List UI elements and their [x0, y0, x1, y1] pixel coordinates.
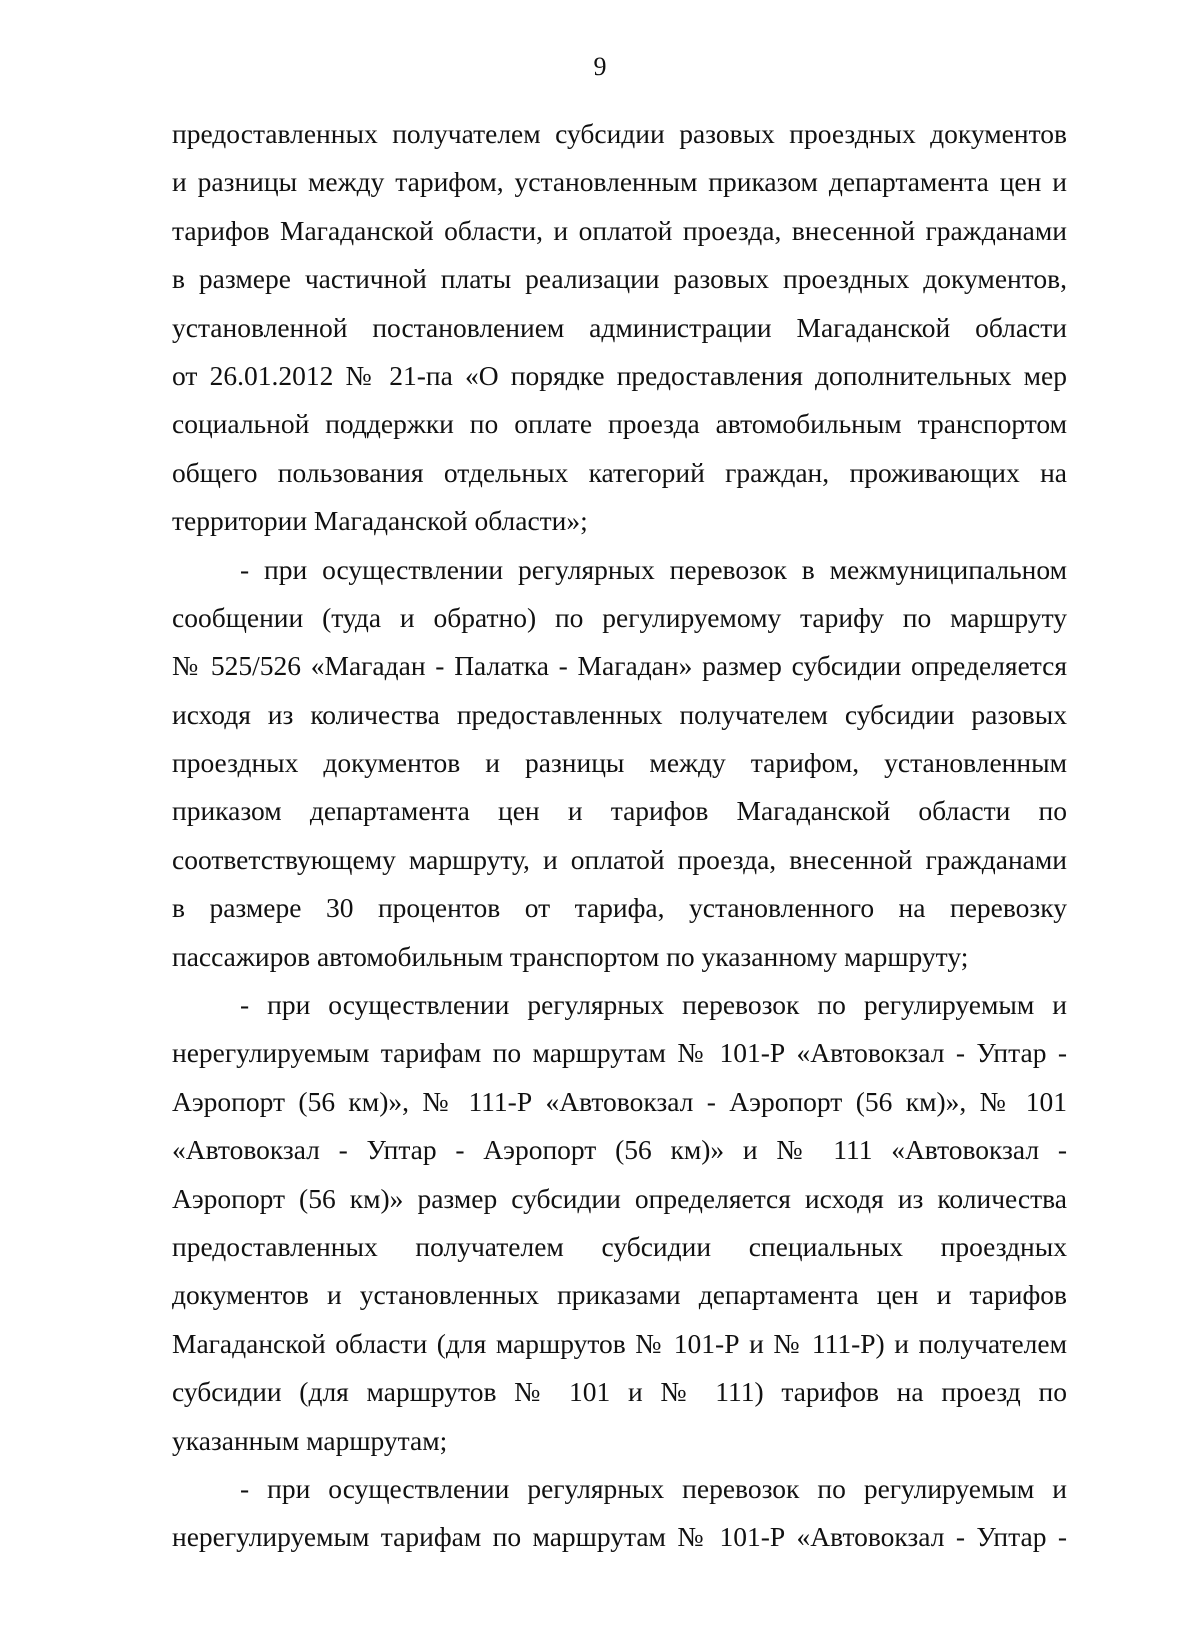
text-line: предоставленных получателем субсидии разовых проездных документов [172, 118, 1067, 149]
page-number: 9 [593, 52, 607, 81]
text-line: тарифов Магаданской области, и оплатой проезда, внесенной гражданами [172, 214, 1067, 246]
text-line: нерегулируемым тарифам по маршрутам № 101-Р «Автовокзал - Уптар - [172, 1037, 1067, 1069]
text-line: в размере 30 процентов от тарифа, установленного на перевозку [172, 892, 1067, 924]
text-line: документов и установленных приказами департамента цен и тарифов [172, 1279, 1067, 1311]
text-line: № 525/526 «Магадан - Палатка - Магадан» размер субсидии определяется [172, 650, 1067, 682]
text-line: Аэропорт (56 км)», № 111-Р «Автовокзал - Аэропорт (56 км)», № 101 [172, 1085, 1067, 1117]
text-line: указанным маршрутам; [172, 1424, 448, 1456]
text-line: - при осуществлении регулярных перевозок по регулируемым и [240, 989, 1067, 1021]
text-line: общего пользования отдельных категорий граждан, проживающих на [172, 456, 1067, 488]
text-line: проездных документов и разницы между тарифом, установленным [172, 747, 1067, 779]
text-line: в размере частичной платы реализации разовых проездных документов, [172, 263, 1067, 295]
text-line: территории Магаданской области»; [172, 505, 588, 537]
text-line: - при осуществлении регулярных перевозок по регулируемым и [240, 1472, 1067, 1504]
text-line: социальной поддержки по оплате проезда автомобильным транспортом [172, 408, 1067, 440]
text-line: Аэропорт (56 км)» размер субсидии определяется исходя из количества [172, 1182, 1067, 1214]
document-body [172, 110, 1067, 1562]
text-line: предоставленных получателем субсидии специальных проездных [172, 1230, 1067, 1262]
text-line: - при осуществлении регулярных перевозок в межмуниципальном [240, 553, 1067, 585]
text-line: приказом департамента цен и тарифов Магаданской области по [172, 795, 1067, 827]
text-line: нерегулируемым тарифам по маршрутам № 101-Р «Автовокзал - Уптар - [172, 1521, 1067, 1553]
text-line: пассажиров автомобильным транспортом по указанному маршруту; [172, 940, 969, 972]
text-line: сообщении (туда и обратно) по регулируемому тарифу по маршруту [172, 601, 1067, 633]
text-line: «Автовокзал - Уптар - Аэропорт (56 км)» и № 111 «Автовокзал - [172, 1134, 1067, 1166]
text-line: установленной постановлением администрации Магаданской области [172, 311, 1067, 343]
text-line: от 26.01.2012 № 21-па «О порядке предоставления дополнительных мер [172, 359, 1067, 391]
text-line: субсидии (для маршрутов № 101 и № 111) тарифов на проезд по [172, 1376, 1067, 1408]
text-line: соответствующему маршруту, и оплатой проезда, внесенной гражданами [172, 843, 1067, 875]
text-line: и разницы между тарифом, установленным приказом департамента цен и [172, 166, 1067, 198]
text-line: исходя из количества предоставленных получателем субсидии разовых [172, 698, 1067, 730]
text-line: Магаданской области (для маршрутов № 101-Р и № 111-Р) и получателем [172, 1327, 1067, 1359]
